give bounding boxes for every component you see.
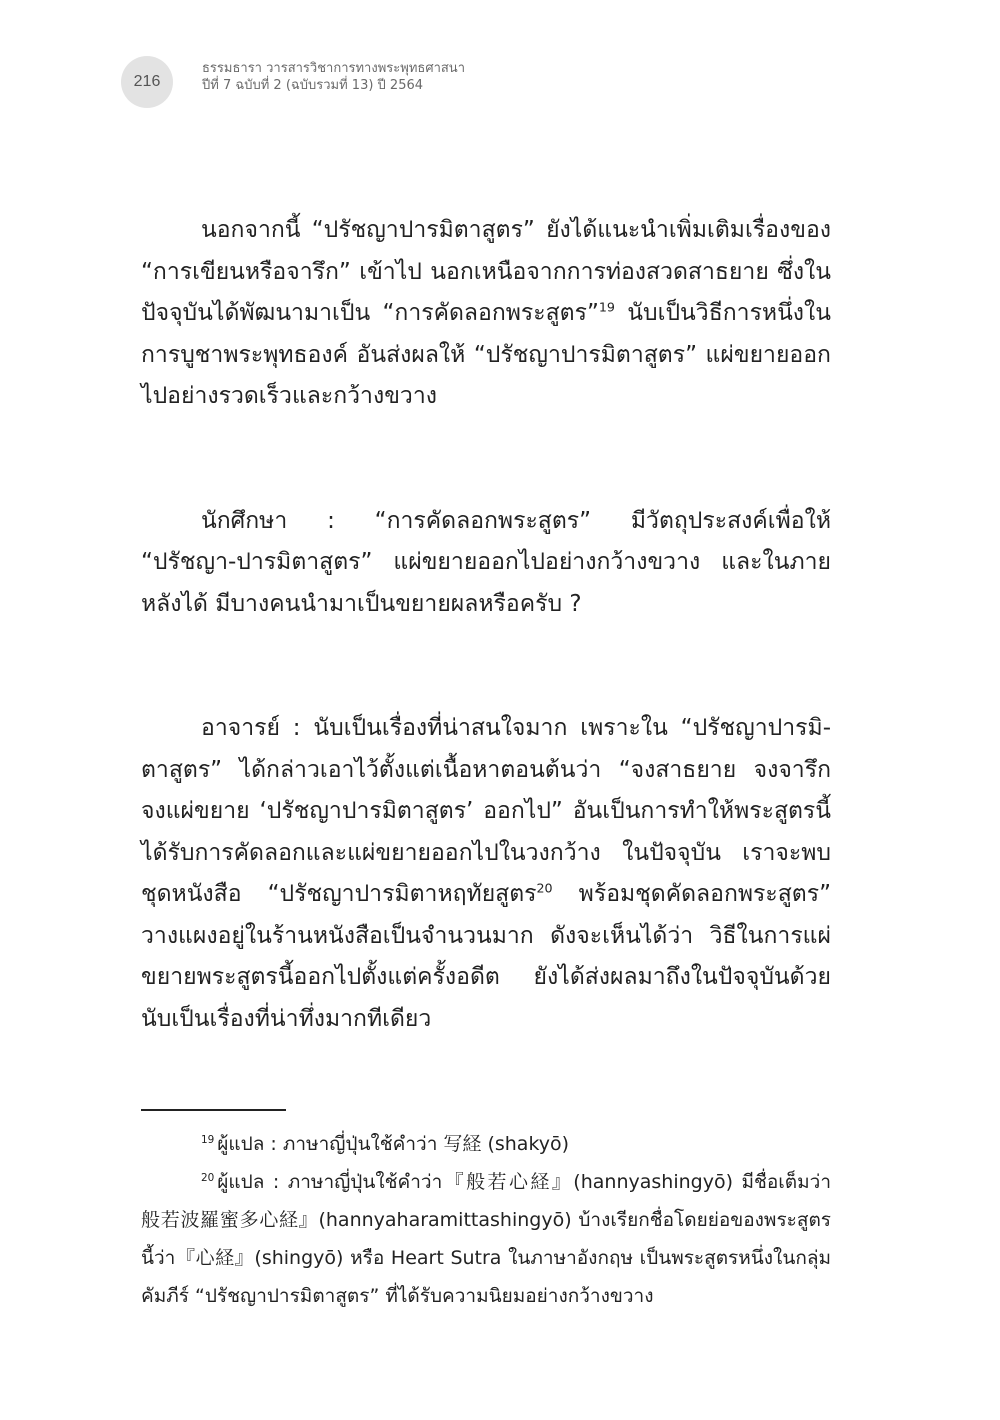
paragraph-3 xyxy=(141,708,831,1040)
paragraph-1-text-b: นับเป็นวิธีการหนึ่งในการบูชาพระพุทธองค์ อันส่งผลให้ “ปรัชญาปารมิตาสูตร” แผ่ขยายออกไปอย่างรวดเร็วและกว้างขวาง xyxy=(141,300,831,409)
footnote-ref-20: 20 xyxy=(536,880,553,896)
footnotes xyxy=(141,1125,831,1315)
main-body xyxy=(141,210,831,1123)
paragraph-2-text: นักศึกษา : “การคัดลอกพระสูตร” มีวัตถุประสงค์เพื่อให้ “ปรัชญา-ปารมิตาสูตร” แผ่ขยายออกไปอย่างกว้างขวาง และในภายหลังได้ มีบางคนนำมาเป็นขยายผลหรือครับ ? xyxy=(141,507,831,617)
journal-title: ธรรมธารา วารสารวิชาการทางพระพุทธศาสนา xyxy=(202,61,465,76)
running-header xyxy=(202,60,465,94)
issue-info: ปีที่ 7 ฉบับที่ 2 (ฉบับรวมที่ 13) ปี 2564 xyxy=(202,78,424,93)
footnote-ref-19: 19 xyxy=(598,299,615,315)
page-number: 216 xyxy=(121,56,173,108)
paragraph-1-text-a: นอกจากนี้ “ปรัชญาปารมิตาสูตร” ยังได้แนะนำเพิ่มเติมเรื่องของ “การเขียนหรือจารึก” เข้าไป นอกเหนือจากการท่องสวดสาธยาย ซึ่งในปัจจุบันได้พัฒนามาเป็น “การคัดลอกพระสูตร” xyxy=(141,217,831,326)
footnote-19 xyxy=(141,1125,831,1163)
footnote-20-number: 20 xyxy=(201,1171,215,1184)
footnote-20-text: ผู้แปล : ภาษาญี่ปุ่นใช้คำว่า『般若心経』(hannyashingyō) มีชื่อเต็มว่า 般若波羅蜜多心経』(hannyaharamittashingyō) บ้างเรียกชื่อโดยย่อของพระสูตรนี้ว่า『心経』(shingyō) หรือ Heart Sutra ในภาษาอังกฤษ เป็นพระสูตรหนึ่งในกลุ่มคัมภีร์ “ปรัชญาปารมิตาสูตร” ที่ได้รับความนิยมอย่างกว้างขวาง xyxy=(141,1171,831,1307)
paragraph-3-text-b: พร้อมชุดคัดลอกพระสูตร” วางแผงอยู่ในร้านหนังสือเป็นจำนวนมาก ดังจะเห็นได้ว่า วิธีในการแผ่ขยายพระสูตรนี้ออกไปตั้งแต่ครั้งอดีต ยังได้ส่งผลมาถึงในปัจจุบันด้วย นับเป็นเรื่องที่น่าทึ่งมากทีเดียว xyxy=(141,881,831,1032)
footnote-19-number: 19 xyxy=(201,1133,215,1146)
paragraph-1 xyxy=(141,210,831,418)
footnote-divider xyxy=(141,1109,286,1111)
footnote-20 xyxy=(141,1163,831,1315)
paragraph-2 xyxy=(141,501,831,626)
paragraph-3-text-a: อาจารย์ : นับเป็นเรื่องที่น่าสนใจมาก เพราะใน “ปรัชญาปารมิ-ตาสูตร” ได้กล่าวเอาไว้ตั้งแต่เนื้อหาตอนต้นว่า “จงสาธยาย จงจารึก จงแผ่ขยาย ‘ปรัชญาปารมิตาสูตร’ ออกไป” อันเป็นการทำให้พระสูตรนี้ได้รับการคัดลอกและแผ่ขยายออกไปในวงกว้าง ในปัจจุบัน เราจะพบชุดหนังสือ “ปรัชญาปารมิตาหฤทัยสูตร xyxy=(141,715,831,907)
footnote-19-text: ผู้แปล : ภาษาญี่ปุ่นใช้คำว่า 写経 (shakyō) xyxy=(217,1133,570,1155)
